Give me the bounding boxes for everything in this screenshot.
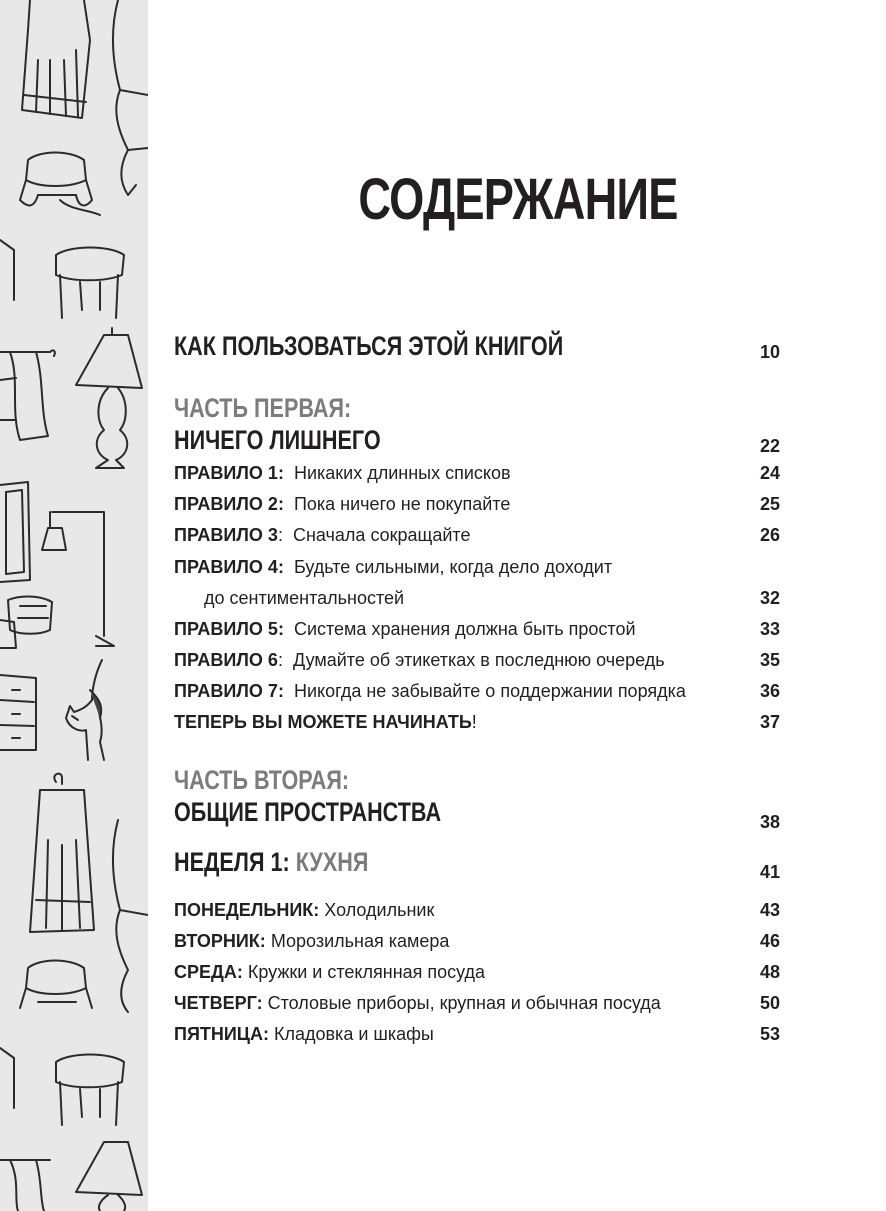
pillows-illustration <box>0 596 52 648</box>
page-number: 36 <box>759 681 780 701</box>
page-number: 25 <box>759 494 780 514</box>
decorative-sidebar-illustrations <box>0 0 148 1211</box>
chair-illustration-2 <box>113 820 148 1012</box>
toc-entry-rule-4[interactable] <box>174 556 780 578</box>
day-label: ЧЕТВЕРГ: <box>174 993 263 1013</box>
page-number: 46 <box>759 931 780 951</box>
stool-illustration <box>0 240 124 318</box>
day-text: Холодильник <box>324 900 435 920</box>
chair-illustration <box>113 0 148 195</box>
day-label: ПОНЕДЕЛЬНИК: <box>174 900 320 920</box>
page-number: 41 <box>759 862 780 882</box>
stool-illustration-2 <box>0 1048 124 1125</box>
curtain-illustration <box>0 350 55 440</box>
dresser-illustration <box>0 675 36 750</box>
toc-entry-rule-5[interactable] <box>174 618 780 640</box>
ottoman-illustration <box>20 153 100 216</box>
toc-entry-wednesday[interactable] <box>174 961 780 983</box>
day-text: Кружки и стеклянная посуда <box>247 962 486 982</box>
toc-entry-intro[interactable] <box>174 330 780 362</box>
rule-text: Никаких длинных списков <box>293 463 511 483</box>
toc-entry-rule-1[interactable] <box>174 462 780 484</box>
rule-label: ПРАВИЛО 6 <box>174 650 278 670</box>
rule-text: Никогда не забывайте о поддержании порядка <box>293 681 686 701</box>
day-text: Кладовка и шкафы <box>273 1024 434 1044</box>
rule-label: ПРАВИЛО 7: <box>174 681 284 701</box>
day-label: СРЕДА: <box>174 962 243 982</box>
floor-lamp-illustration <box>42 512 114 646</box>
toc-entry-friday[interactable] <box>174 1023 780 1045</box>
part-two-heading: ОБЩИЕ ПРОСТРАНСТВА <box>174 797 442 827</box>
day-text: Морозильная камера <box>270 931 450 951</box>
toc-entry-title: КАК ПОЛЬЗОВАТЬСЯ ЭТОЙ КНИГОЙ <box>174 331 564 361</box>
ottoman-illustration-2 <box>20 961 92 1009</box>
toc-entry-monday[interactable] <box>174 899 780 921</box>
toc-entry-rule-2[interactable] <box>174 493 780 515</box>
dress-illustration <box>22 0 90 118</box>
page-number: 26 <box>759 525 780 545</box>
page-number: 32 <box>759 588 780 608</box>
rule-label: ПРАВИЛО 2: <box>174 494 284 514</box>
rule-label: ПРАВИЛО 1: <box>174 463 284 483</box>
page-number: 38 <box>759 812 780 832</box>
page-number: 33 <box>759 619 780 639</box>
page-number: 53 <box>759 1024 780 1044</box>
page-number: 10 <box>759 342 780 362</box>
rule-text-continued: до сентиментальностей <box>204 588 405 608</box>
toc-entry-part-one[interactable] <box>174 424 780 456</box>
page-number: 37 <box>759 712 780 732</box>
day-text: Столовые приборы, крупная и обычная посуда <box>267 993 661 1013</box>
toc-entry-part-two[interactable] <box>174 796 780 832</box>
start-label: ТЕПЕРЬ ВЫ МОЖЕТЕ НАЧИНАТЬ <box>174 712 472 732</box>
rule-text: Сначала сокращайте <box>292 525 471 545</box>
toc-entry-rule-7[interactable] <box>174 680 780 702</box>
week-name: КУХНЯ <box>295 847 369 877</box>
rule-text: Пока ничего не покупайте <box>293 494 511 514</box>
day-label: ПЯТНИЦА: <box>174 1024 269 1044</box>
cat-illustration <box>66 660 104 760</box>
page-number: 35 <box>759 650 780 670</box>
page-number: 50 <box>759 993 780 1013</box>
toc-entry-rule-4-continued[interactable] <box>174 587 780 609</box>
hanger-dress-illustration <box>30 774 94 932</box>
rule-text: Будьте сильными, когда дело доходит <box>293 557 613 577</box>
toc-entry-start[interactable]: ТЕПЕРЬ ВЫ МОЖЕТЕ НАЧИНАТЬ! 37 <box>174 712 780 732</box>
rule-text: Система хранения должна быть простой <box>293 619 636 639</box>
part-label <box>174 764 780 796</box>
toc-entry-week-1[interactable] <box>174 846 780 882</box>
day-label: ВТОРНИК: <box>174 931 266 951</box>
curtain-lamp-illustration-2 <box>0 1142 142 1211</box>
rule-text: Думайте об этикетках в последнюю очередь <box>292 650 665 670</box>
toc-entry-rule-3[interactable]: ПРАВИЛО 3: Сначала сокращайте 26 <box>174 525 780 545</box>
toc-entry-tuesday[interactable] <box>174 930 780 952</box>
page-number: 24 <box>759 463 780 483</box>
frame-illustration <box>0 482 30 582</box>
rule-label: ПРАВИЛО 4: <box>174 557 284 577</box>
page-number: 48 <box>759 962 780 982</box>
page-number: 22 <box>759 436 780 456</box>
part-label <box>174 392 780 424</box>
part-one-heading: НИЧЕГО ЛИШНЕГО <box>174 425 381 455</box>
rule-label: ПРАВИЛО 3 <box>174 525 278 545</box>
rule-label: ПРАВИЛО 5: <box>174 619 284 639</box>
toc-entry-rule-6[interactable]: ПРАВИЛО 6: Думайте об этикетках в последнюю очередь 35 <box>174 650 780 670</box>
part-two-label: ЧАСТЬ ВТОРАЯ: <box>174 765 350 795</box>
week-label: НЕДЕЛЯ 1: <box>174 847 290 877</box>
toc-entry-thursday[interactable] <box>174 992 780 1014</box>
page-title: СОДЕРЖАНИЕ <box>358 167 678 232</box>
page-number: 43 <box>759 900 780 920</box>
week-heading <box>174 846 368 878</box>
part-one-label: ЧАСТЬ ПЕРВАЯ: <box>174 393 352 423</box>
lamp-illustration <box>76 328 142 468</box>
